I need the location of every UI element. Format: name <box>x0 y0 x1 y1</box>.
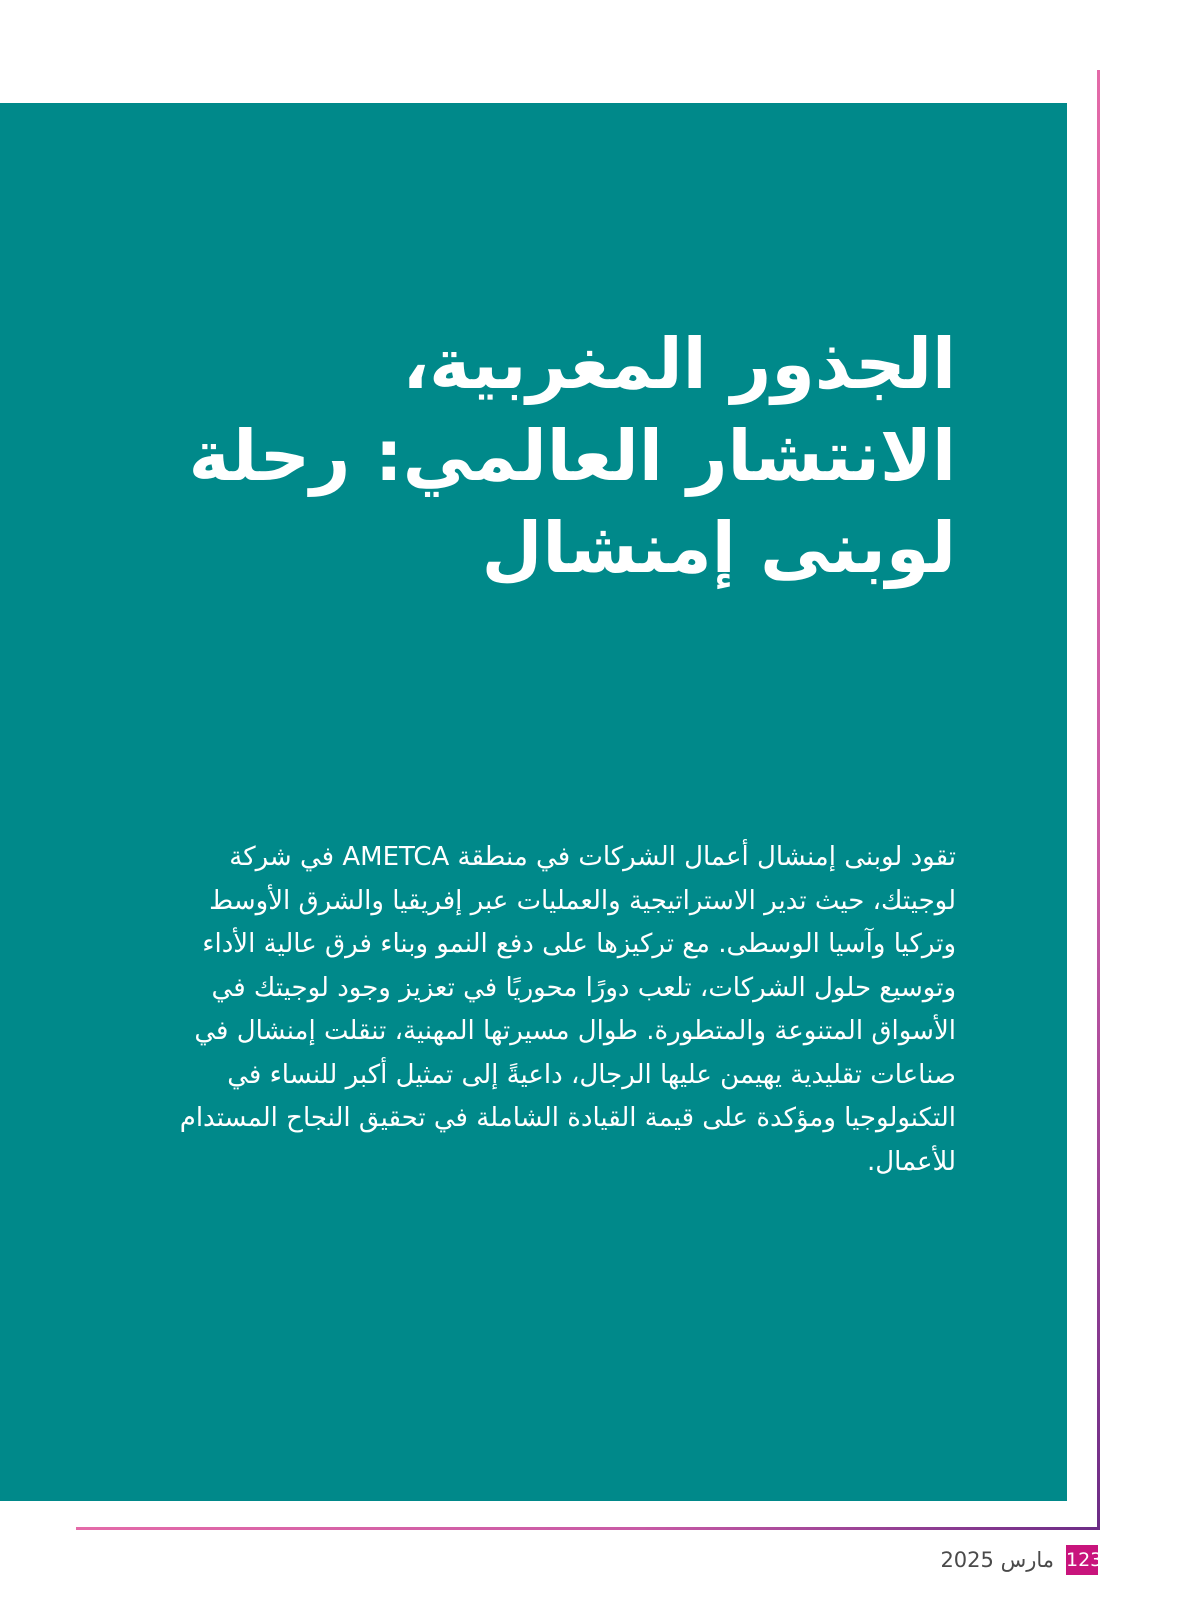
frame-line-bottom <box>76 1527 1100 1530</box>
page-number-badge: 123 <box>1066 1545 1098 1575</box>
article-body: تقود لوبنى إمنشال أعمال الشركات في منطقة AMETCA في شركة لوجيتك، حيث تدير الاستراتيجية والعمليات عبر إفريقيا والشرق الأوسط وتركيا وآسيا الوسطى. مع تركيزها على دفع النمو وبناء فرق عالية الأداء وتوسيع حلول الشركات، تلعب دورًا محوريًا في تعزيز وجود لوجيتك في الأسواق المتنوعة والمتطورة. طوال مسيرتها المهنية، تنقلت إمنشال في صناعات تقليدية يهيمن عليها الرجال، داعيةً إلى تمثيل أكبر للنساء في التكنولوجيا ومؤكدة على قيمة القيادة الشاملة في تحقيق النجاح المستدام للأعمال. <box>179 842 956 1177</box>
page-footer <box>940 1545 1103 1575</box>
teal-background-panel <box>0 103 1067 1501</box>
frame-line-right <box>1097 70 1100 1530</box>
article-title: الجذور المغربية، الانتشار العالمي: رحلة لوبنى إمنشال <box>188 323 956 589</box>
issue-date: مارس 2025 <box>940 1548 1054 1572</box>
